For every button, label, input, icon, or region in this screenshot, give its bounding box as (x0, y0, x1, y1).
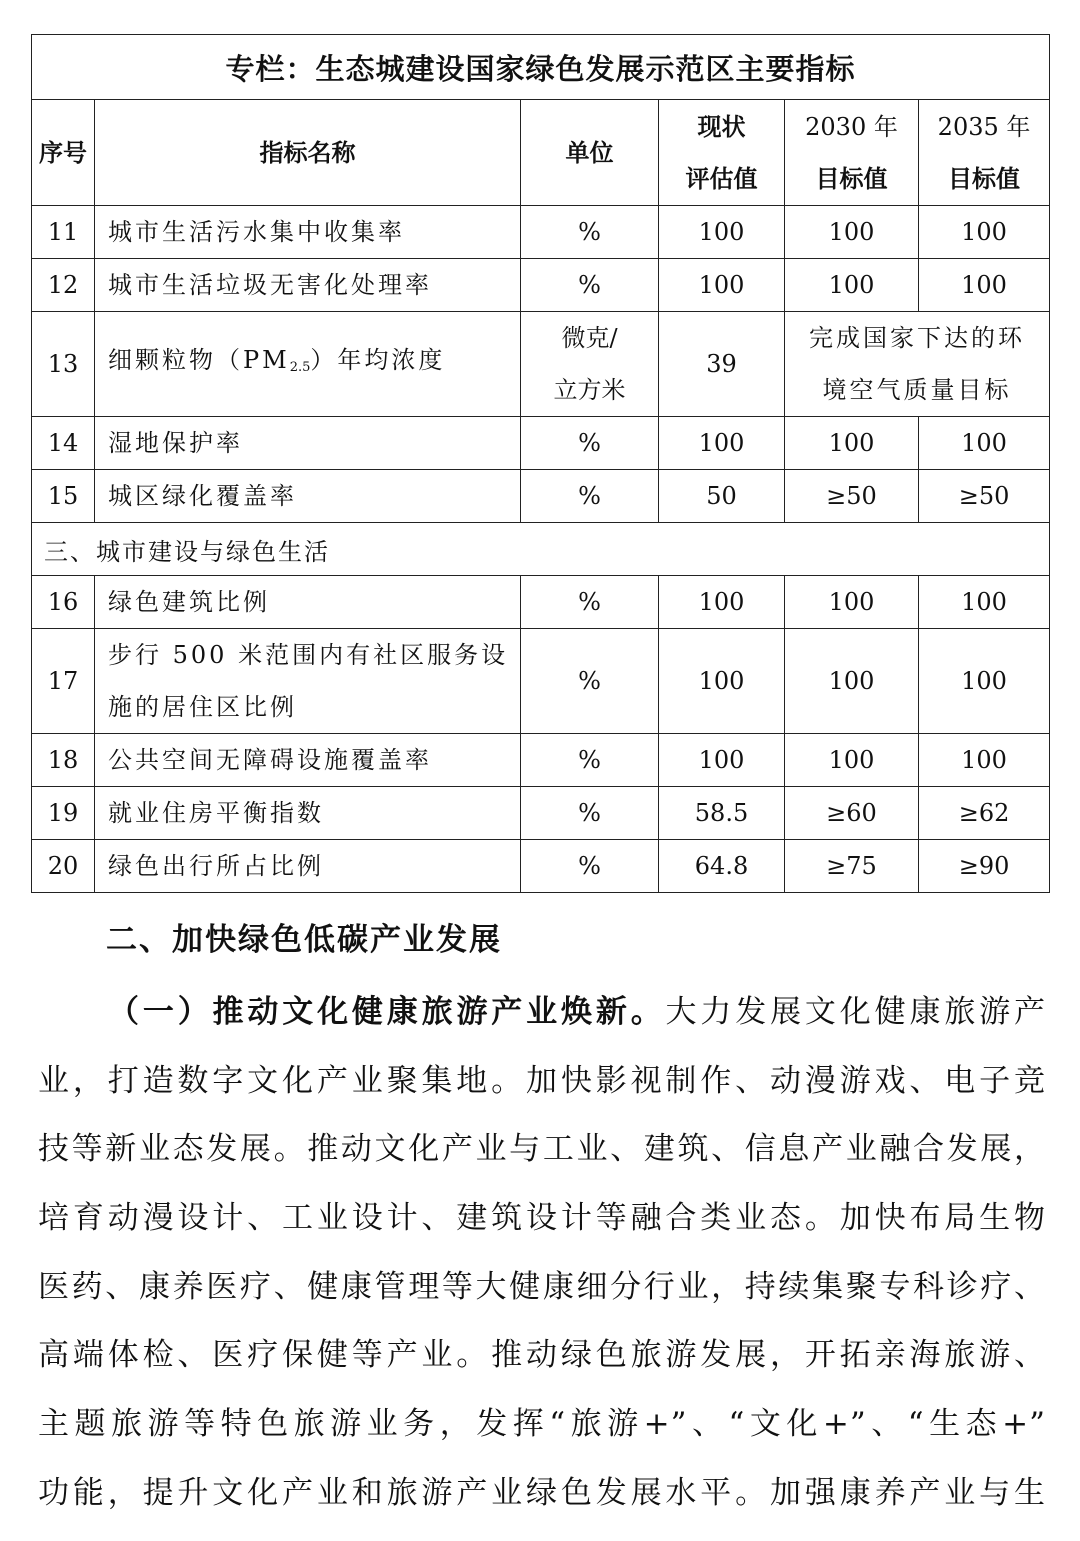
row-2030: 100 (785, 259, 919, 312)
row-current: 100 (659, 734, 785, 787)
header-current-line1: 现状 (697, 112, 746, 141)
row-unit (521, 312, 659, 417)
header-2035-line1: 2035 年 (937, 112, 1031, 141)
row-name-pre: 细颗粒物（PM (108, 346, 290, 374)
row-name (95, 629, 521, 734)
header-name: 指标名称 (95, 100, 521, 206)
row-current: 100 (659, 629, 785, 734)
row-unit: % (521, 629, 659, 734)
paragraph-line: 医药、康养医疗、健康管理等大健康细分行业，持续集聚专科诊疗、 (38, 1268, 1046, 1305)
row-2030: 100 (785, 629, 919, 734)
table-row (32, 629, 1050, 734)
row-name: 湿地保护率 (95, 417, 521, 470)
row-name-line1: 步行 500 米范围内有社区服务设 (108, 641, 509, 669)
row-no: 14 (32, 417, 95, 470)
table-caption: 专栏：生态城建设国家绿色发展示范区主要指标 (32, 35, 1050, 100)
section-title: 三、城市建设与绿色生活 (32, 523, 1050, 576)
row-no: 20 (32, 840, 95, 893)
table-row (32, 417, 1050, 470)
row-2030: 100 (785, 417, 919, 470)
row-no: 11 (32, 206, 95, 259)
row-2035: 100 (919, 259, 1050, 312)
row-unit-line1: 微克/ (561, 324, 618, 352)
row-no: 12 (32, 259, 95, 312)
row-current: 39 (659, 312, 785, 417)
row-target-merged (785, 312, 1050, 417)
paragraph-line-text: 大力发展文化健康旅游产 (665, 994, 1047, 1030)
table-row (32, 576, 1050, 629)
header-2030 (785, 100, 919, 206)
row-unit: % (521, 206, 659, 259)
row-target-line1: 完成国家下达的环 (809, 324, 1026, 352)
row-2035: ≥50 (919, 470, 1050, 523)
row-2035: 100 (919, 734, 1050, 787)
row-2030: ≥50 (785, 470, 919, 523)
row-unit: % (521, 840, 659, 893)
row-current: 100 (659, 206, 785, 259)
paragraph-line: 技等新业态发展。推动文化产业与工业、建筑、信息产业融合发展， (38, 1131, 1046, 1168)
section-heading: 二、加快绿色低碳产业发展 (106, 922, 502, 958)
row-no: 18 (32, 734, 95, 787)
body-text (38, 903, 1046, 1528)
row-unit: % (521, 259, 659, 312)
row-name: 城区绿化覆盖率 (95, 470, 521, 523)
paragraph-line: 培育动漫设计、工业设计、建筑设计等融合类业态。加快布局生物 (38, 1200, 1046, 1237)
row-2030: ≥75 (785, 840, 919, 893)
row-no: 17 (32, 629, 95, 734)
row-name: 城市生活垃圾无害化处理率 (95, 259, 521, 312)
row-unit: % (521, 734, 659, 787)
paragraph-line: 高端体检、医疗保健等产业。推动绿色旅游发展，开拓亲海旅游、 (38, 1337, 1046, 1374)
row-unit-line2: 立方米 (553, 376, 626, 404)
row-2030: 100 (785, 206, 919, 259)
row-unit: % (521, 576, 659, 629)
row-2030: 100 (785, 734, 919, 787)
header-2030-line1: 2030 年 (805, 112, 898, 141)
row-unit: % (521, 787, 659, 840)
table-row (32, 787, 1050, 840)
row-2035: 100 (919, 206, 1050, 259)
row-current: 100 (659, 417, 785, 470)
row-2035: 100 (919, 417, 1050, 470)
row-name-sub: 2.5 (289, 360, 311, 375)
header-2035-line2: 目标值 (948, 164, 1021, 193)
row-unit: % (521, 470, 659, 523)
paragraph-lead: （一）推动文化健康旅游产业焕新。 (108, 994, 666, 1030)
section-row (32, 523, 1050, 576)
row-no: 15 (32, 470, 95, 523)
table-row (32, 470, 1050, 523)
table-header-row (32, 100, 1050, 206)
row-no: 19 (32, 787, 95, 840)
paragraph-line: 业，打造数字文化产业聚集地。加快影视制作、动漫游戏、电子竞 (38, 1062, 1046, 1099)
row-name: 公共空间无障碍设施覆盖率 (95, 734, 521, 787)
row-no: 13 (32, 312, 95, 417)
paragraph-line (38, 978, 1046, 1047)
header-current (659, 100, 785, 206)
row-current: 100 (659, 259, 785, 312)
indicator-table (31, 34, 1050, 893)
row-current: 58.5 (659, 787, 785, 840)
table-row (32, 840, 1050, 893)
row-name: 绿色出行所占比例 (95, 840, 521, 893)
header-unit: 单位 (521, 100, 659, 206)
row-name-post: ）年均浓度 (310, 346, 446, 374)
row-name: 绿色建筑比例 (95, 576, 521, 629)
row-target-line2: 境空气质量目标 (822, 376, 1012, 404)
row-current: 100 (659, 576, 785, 629)
header-2035 (919, 100, 1050, 206)
table-row (32, 312, 1050, 417)
table-row (32, 259, 1050, 312)
header-no: 序号 (32, 100, 95, 206)
row-2035: 100 (919, 576, 1050, 629)
row-current: 50 (659, 470, 785, 523)
row-unit: % (521, 417, 659, 470)
row-2030: ≥60 (785, 787, 919, 840)
header-2030-line2: 目标值 (815, 164, 888, 193)
paragraph-line: 主题旅游等特色旅游业务，发挥“旅游+”、“文化+”、“生态+” (38, 1406, 1046, 1443)
table-row (32, 206, 1050, 259)
row-name: 就业住房平衡指数 (95, 787, 521, 840)
row-no: 16 (32, 576, 95, 629)
paragraph-line: 功能，提升文化产业和旅游产业绿色发展水平。加强康养产业与生 (38, 1474, 1046, 1511)
table-row (32, 734, 1050, 787)
row-name (95, 312, 521, 417)
header-current-line2: 评估值 (685, 164, 758, 193)
row-name: 城市生活污水集中收集率 (95, 206, 521, 259)
row-2030: 100 (785, 576, 919, 629)
row-2035: ≥90 (919, 840, 1050, 893)
row-name-line2: 施的居住区比例 (108, 693, 297, 721)
row-current: 64.8 (659, 840, 785, 893)
row-2035: 100 (919, 629, 1050, 734)
row-2035: ≥62 (919, 787, 1050, 840)
